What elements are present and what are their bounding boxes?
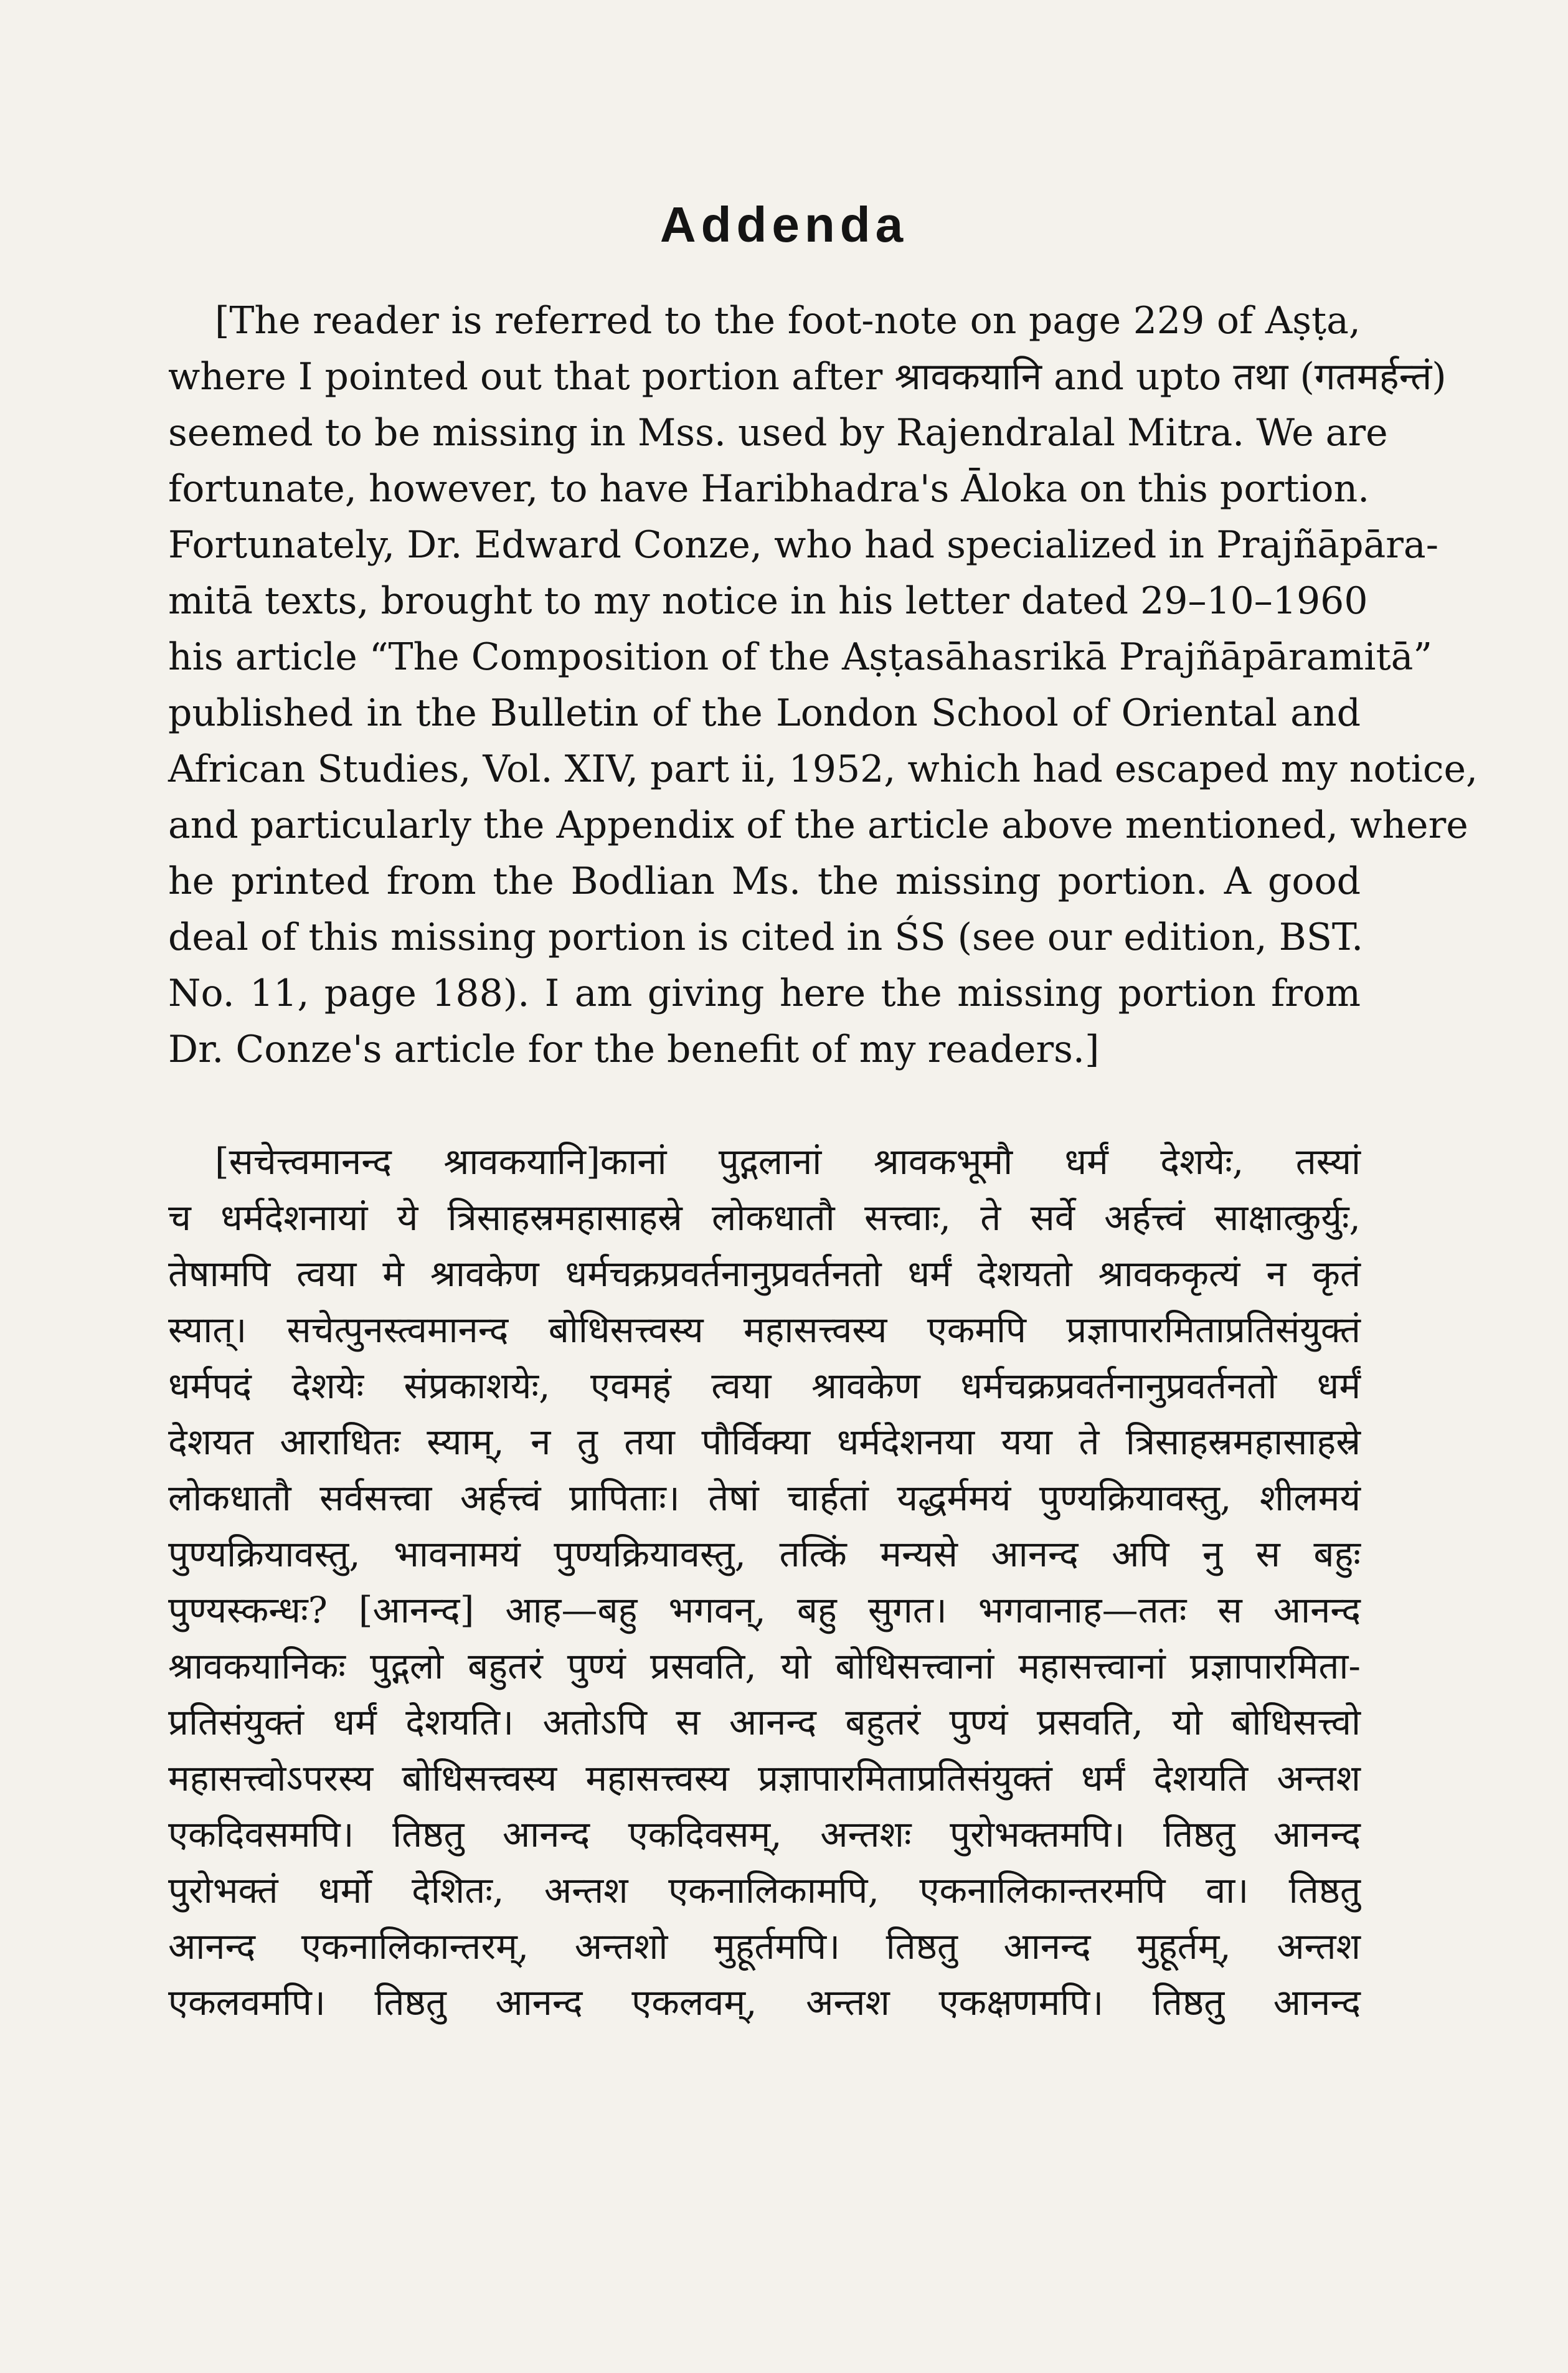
text-line: fortunate, however, to have Haribhadra's Āloka on this portion. [168,467,1370,511]
text-line: and particularly the Appendix of the article above mentioned, where [168,803,1468,847]
text-line: he printed from the Bodlian Ms. the missing portion. A good [168,860,1361,903]
text-line: No. 11, page 188). I am giving here the missing portion from [168,972,1361,1015]
text-line: [The reader is referred to the foot-note on page 229 of Aṣṭa, [215,299,1361,343]
sanskrit-line: महासत्त्वोऽपरस्य बोधिसत्त्वस्य महासत्त्वस्य प्रज्ञापारमिताप्रतिसंयुक्तं धर्मं देशयति अन्तश [168,1757,1361,1799]
sanskrit-line: पुरोभक्तं धर्मो देशितः, अन्तश एकनालिकामपि, एकनालिकान्तरमपि वा। तिष्ठतु [168,1869,1361,1911]
text-line: Dr. Conze's article for the benefit of my readers.] [168,1028,1100,1071]
sanskrit-line: च धर्मदेशनायां ये त्रिसाहस्रमहासाहस्रे लोकधातौ सत्त्वाः, ते सर्वे अर्हत्त्वं साक्षात्कुर्युः, [168,1196,1361,1239]
sanskrit-line: देशयत आराधितः स्याम्, न तु तया पौर्विक्या धर्मदेशनया यया ते त्रिसाहस्रमहासाहस्रे [168,1421,1361,1463]
sanskrit-line: [सचेत्त्वमानन्द श्रावकयानि]कानां पुद्गलानां श्रावकभूमौ धर्मं देशयेः, तस्यां [215,1140,1361,1183]
text-line: Fortunately, Dr. Edward Conze, who had specialized in Prajñāpāra- [168,523,1438,567]
page-title: Addenda [659,197,909,252]
text-line: deal of this missing portion is cited in ŚS (see our edition, BST. [168,916,1364,959]
sanskrit-line: एकदिवसमपि। तिष्ठतु आनन्द एकदिवसम्, अन्तशः पुरोभक्तमपि। तिष्ठतु आनन्द [168,1813,1361,1855]
sanskrit-line: आनन्द एकनालिकान्तरम्, अन्तशो मुहूर्तमपि। तिष्ठतु आनन्द मुहूर्तम्, अन्तश [168,1925,1361,1968]
sanskrit-line: पुण्यक्रियावस्तु, भावनामयं पुण्यक्रियावस्तु, तत्किं मन्यसे आनन्द अपि नु स बहुः [168,1533,1361,1575]
text-line: where I pointed out that portion after श्रावकयानि and upto तथा (गतमर्हन्तं) [168,355,1447,399]
sanskrit-line: प्रतिसंयुक्तं धर्मं देशयति। अतोऽपि स आनन्द बहुतरं पुण्यं प्रसवति, यो बोधिसत्त्वो [168,1701,1361,1743]
text-line: published in the Bulletin of the London School of Oriental and [168,691,1361,735]
text-line: African Studies, Vol. XIV, part ii, 1952, which had escaped my notice, [168,747,1478,791]
sanskrit-line: धर्मपदं देशयेः संप्रकाशयेः, एवमहं त्वया श्रावकेण धर्मचक्रप्रवर्तनानुप्रवर्तनतो धर्मं [168,1365,1361,1407]
sanskrit-line: एकलवमपि। तिष्ठतु आनन्द एकलवम्, अन्तश एकक्षणमपि। तिष्ठतु आनन्द [168,1981,1361,2024]
sanskrit-line: स्यात्। सचेत्पुनस्त्वमानन्द बोधिसत्त्वस्य महासत्त्वस्य एकमपि प्रज्ञापारमिताप्रतिसंयुक्तं [168,1309,1361,1351]
sanskrit-line: पुण्यस्कन्धः? [आनन्द] आह—बहु भगवन्, बहु सुगत। भगवानाह—ततः स आनन्द [168,1589,1361,1631]
sanskrit-line: श्रावकयानिकः पुद्गलो बहुतरं पुण्यं प्रसवति, यो बोधिसत्त्वानां महासत्त्वानां प्रज्ञापारमिता- [168,1645,1361,1687]
text-line: his article “The Composition of the Aṣṭasāhasrikā Prajñāpāramitā” [168,635,1433,679]
sanskrit-line: तेषामपि त्वया मे श्रावकेण धर्मचक्रप्रवर्तनानुप्रवर्तनतो धर्मं देशयतो श्रावककृत्यं न कृतं [168,1253,1361,1295]
text-line: mitā texts, brought to my notice in his letter dated 29–10–1960 [168,579,1368,623]
sanskrit-line: लोकधातौ सर्वसत्त्वा अर्हत्त्वं प्रापिताः। तेषां चार्हतां यद्धर्ममयं पुण्यक्रियावस्तु, शीलमयं [168,1477,1361,1519]
text-line: seemed to be missing in Mss. used by Rajendralal Mitra. We are [168,411,1388,455]
